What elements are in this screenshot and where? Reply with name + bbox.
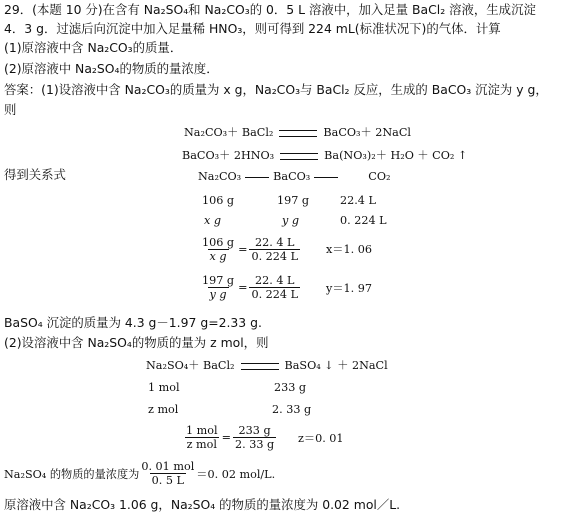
proportion-1-n2: 22. 4 L	[255, 236, 295, 249]
equation-3-sign	[241, 363, 279, 370]
answer-line-1: 答案：(1)设溶液中含 Na₂CO₃的质量为 x g，Na₂CO₃与 BaCl₂ 反应，生成的 BaCO₃ 沉淀为 y g，	[4, 82, 548, 97]
equation-3	[146, 359, 388, 373]
baso4-mass-line: BaSO₄ 沉淀的质量为 4.3 g－1.97 g=2.33 g.	[4, 315, 262, 330]
equation-1	[184, 126, 411, 140]
proportion-2-n1: 197 g	[202, 274, 235, 287]
proportion-1-right	[249, 236, 300, 263]
equation-3-lhs: Na₂SO₄＋ BaCl₂	[146, 359, 235, 372]
equation-1-rhs: BaCO₃＋ 2NaCl	[323, 126, 411, 139]
equation-1-lhs: Na₂CO₃＋ BaCl₂	[184, 126, 274, 139]
relation-header	[198, 170, 391, 184]
proportion-2-equals: =	[238, 281, 248, 294]
concentration-denominator: 0. 5 L	[151, 474, 184, 487]
question-part-2: (2)原溶液中 Na₂SO₄的物质的量浓度．	[4, 61, 219, 76]
equation-2-rhs: Ba(NO₃)₂＋ H₂O ＋ CO₂ ↑	[324, 149, 468, 162]
question-line-2: 4．3 g．过滤后向沉淀中加入足量稀 HNO₃，则可得到 224 mL(标准状况下)的气体．计算	[4, 21, 501, 36]
proportion-2	[200, 274, 300, 301]
proportion-3	[184, 424, 276, 451]
relation-h1: Na₂CO₃	[198, 170, 242, 183]
relation-r1b: 197 g	[277, 194, 310, 207]
final-answer: 原溶液中含 Na₂CO₃ 1.06 g，Na₂SO₄ 的物质的量浓度为 0.02 mol／L.	[4, 497, 401, 512]
relation-r2b: y g	[282, 214, 300, 227]
proportion-3-result: z＝0. 01	[298, 432, 344, 445]
relation-r1a: 106 g	[202, 194, 235, 207]
concentration-label: Na₂SO₄ 的物质的量浓度为	[4, 467, 140, 481]
proportion-3-d2: 2. 33 g	[234, 438, 275, 451]
proportion-1	[200, 236, 300, 263]
equation-3-rhs: BaSO₄ ↓ ＋ 2NaCl	[284, 359, 388, 372]
proportion-2-n2: 22. 4 L	[255, 274, 295, 287]
relation-r2a: x g	[204, 214, 222, 227]
relation-label: 得到关系式	[4, 167, 66, 182]
proportion-2-result: y＝1. 97	[326, 282, 372, 295]
relation2-a2: z mol	[148, 403, 179, 416]
equation-1-sign	[279, 130, 317, 137]
proportion-2-d2: 0. 224 L	[251, 288, 299, 301]
concentration-fraction	[139, 460, 196, 487]
proportion-3-d1: z mol	[186, 438, 217, 451]
relation-r2c: 0. 224 L	[340, 214, 387, 227]
relation-h3: CO₂	[368, 170, 391, 183]
relation2-b2: 2. 33 g	[272, 403, 312, 416]
equation-2	[182, 149, 467, 163]
proportion-2-left	[200, 274, 236, 301]
proportion-1-n1: 106 g	[202, 236, 235, 249]
relation-r1c: 22.4 L	[340, 194, 376, 207]
proportion-1-equals: =	[238, 243, 248, 256]
proportion-1-d1: x g	[209, 250, 227, 263]
relation2-a1: 1 mol	[148, 381, 180, 394]
proportion-3-right	[233, 424, 276, 451]
part-2-line: (2)设溶液中含 Na₂SO₄的物质的量为 z mol，则	[4, 335, 269, 350]
equation-2-sign	[280, 153, 318, 160]
proportion-1-d2: 0. 224 L	[251, 250, 299, 263]
proportion-3-equals: =	[221, 431, 231, 444]
proportion-1-left	[200, 236, 236, 263]
concentration-line	[4, 460, 275, 487]
proportion-1-result: x＝1. 06	[326, 243, 372, 256]
relation-h2: BaCO₃	[273, 170, 311, 183]
relation-dash-1	[245, 177, 269, 178]
equation-2-lhs: BaCO₃＋ 2HNO₃	[182, 149, 275, 162]
proportion-3-n2: 233 g	[238, 424, 271, 437]
question-part-1: (1)原溶液中含 Na₂CO₃的质量．	[4, 40, 183, 55]
question-line-1: 29．(本题 10 分)在含有 Na₂SO₄和 Na₂CO₃的 0．5 L 溶液中，加入足量 BaCl₂ 溶液，生成沉淀	[4, 2, 536, 17]
relation-dash-2	[314, 177, 338, 178]
proportion-3-n1: 1 mol	[186, 424, 218, 437]
proportion-3-left	[184, 424, 220, 451]
proportion-2-d1: y g	[209, 288, 227, 301]
concentration-result: ＝0. 02 mol/L.	[196, 467, 276, 481]
relation2-b1: 233 g	[274, 381, 307, 394]
concentration-numerator: 0. 01 mol	[141, 460, 195, 473]
proportion-2-right	[249, 274, 300, 301]
answer-line-2: 则	[4, 102, 17, 117]
